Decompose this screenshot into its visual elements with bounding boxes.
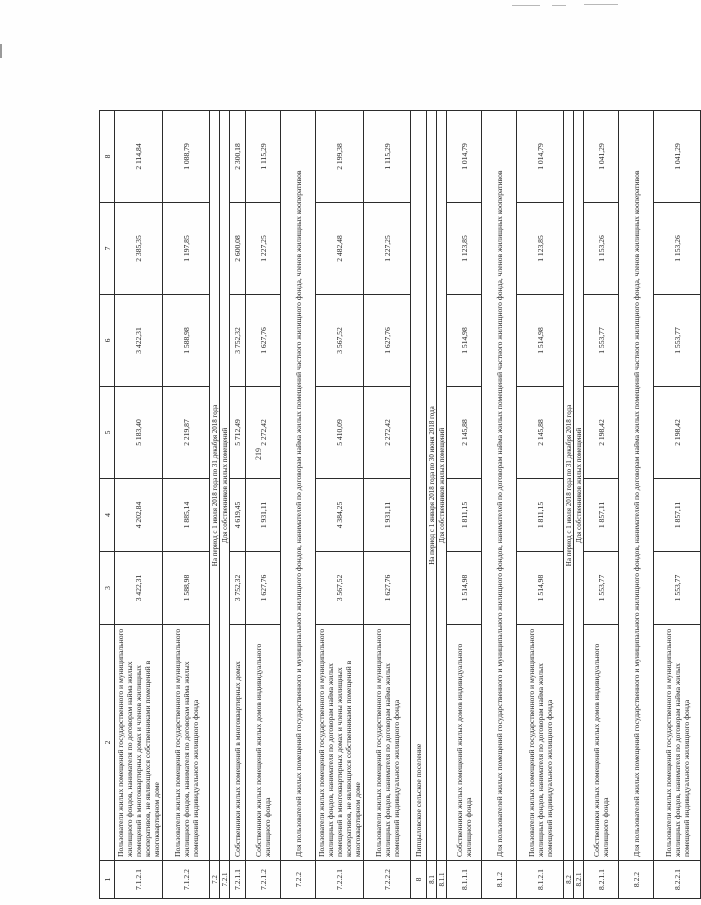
row-description: Собственники жилых помещений в многоквартирных домах (230, 625, 246, 861)
column-number-row (100, 111, 115, 899)
column-number: 6 (100, 295, 115, 387)
table-row (115, 111, 163, 899)
category-row (281, 111, 316, 899)
row-code: 7.2.2.2 (364, 861, 411, 899)
table-row (316, 111, 364, 899)
tariff-value: 1 153,26 (584, 203, 619, 295)
row-code: 8.1.2 (482, 861, 517, 899)
tariff-value: 5 183,40 (115, 387, 163, 479)
tariff-value: 1 227,25 (246, 203, 281, 295)
tariff-value: 2 199,38 (316, 111, 364, 203)
row-code: 7.2.1.2 (246, 861, 281, 899)
category-row (619, 111, 654, 899)
column-number: 5 (100, 387, 115, 479)
tariff-value: 4 384,25 (316, 479, 364, 552)
row-code: 7.2.1.1 (230, 861, 246, 899)
row-description: Собственники жилых помещений жилых домов индивидуального жилищного фонда (246, 625, 281, 861)
tariff-value: 1 627,76 (246, 295, 281, 387)
tariff-value: 5 712,49 (230, 387, 246, 479)
row-description: Пользователи жилых помещений государственного и муниципального жилищного фондов, нанимателя по договорам найма жилых помещений индивидуального жилищного фонда (163, 625, 210, 861)
column-number: 8 (100, 111, 115, 203)
tariff-value: 2 219,87 (163, 387, 210, 479)
tariff-value: 4 202,84 (115, 479, 163, 552)
tariff-table (99, 110, 701, 899)
tariff-value: 1 197,85 (163, 203, 210, 295)
period-row (564, 111, 574, 899)
period-text: На период с 1 июля 2018 года по 31 декабря 2018 года (210, 111, 220, 861)
period-text: Для собственников жилых помещений (437, 111, 447, 861)
period-text: Для собственников жилых помещений (220, 111, 230, 861)
row-code: 7.2.2.1 (316, 861, 364, 899)
row-description: Пользователи жилых помещений государственного и муниципального жилищных фондов, нанимателя по договорам найма жилых помещений индивидуального жилищного фонда (517, 625, 564, 861)
tariff-value: 4 619,45 (230, 479, 246, 552)
period-text: На период с 1 июля 2018 года по 31 декабря 2018 года (564, 111, 574, 861)
tariff-value: 1 014,79 (517, 111, 564, 203)
tariff-value: 1 088,79 (163, 111, 210, 203)
table-row (517, 111, 564, 899)
row-code: 8.2 (564, 861, 574, 899)
tariff-value: 3 422,31 (115, 295, 163, 387)
scan-artifact (512, 5, 540, 6)
category-text: Для пользователей жилых помещений государственного и муниципального жилищного фондов, нанимателей по договорам найма жилых помещений частного жилищного фонда, членов жилищных кооперативов (281, 111, 316, 861)
tariff-value: 2 300,18 (230, 111, 246, 203)
table-row (654, 111, 701, 899)
tariff-value: 1 811,15 (517, 479, 564, 552)
row-code: 7.1.2.1 (115, 861, 163, 899)
tariff-value: 1 627,76 (246, 552, 281, 625)
scan-artifact (0, 44, 2, 58)
tariff-value: 1 553,77 (584, 295, 619, 387)
row-description: Пользователи жилых помещений государственного и муниципального жилищного фондов, нанимателя по договорам найма жилых помещений в многоквартирных домах и членов жилищных кооперативов, не являющихся собственниками помещений в многоквартирном доме (115, 625, 163, 861)
table-frame (99, 111, 691, 899)
tariff-value: 1 227,25 (364, 203, 411, 295)
period-row (437, 111, 447, 899)
tariff-value: 1 014,79 (447, 111, 482, 203)
row-code: 8.2.1.1 (584, 861, 619, 899)
scan-artifact (584, 4, 618, 5)
row-code: 8.1.1.1 (447, 861, 482, 899)
tariff-value: 1 627,76 (364, 552, 411, 625)
tariff-value: 1 857,11 (654, 479, 701, 552)
column-number: 4 (100, 479, 115, 552)
column-number: 7 (100, 203, 115, 295)
row-description: Пользователи жилых помещений государственного и муниципального жилищных фондов, нанимателя по договорам найма жилых помещений в многоквартирных домах и члены жилищных кооперативов, не являющихся собственниками помещений в многоквартирном доме (316, 625, 364, 861)
tariff-value: 1 857,11 (584, 479, 619, 552)
tariff-value: 2 145,88 (447, 387, 482, 479)
category-row (482, 111, 517, 899)
tariff-value: 2 272,42 (246, 387, 281, 479)
tariff-value: 1 553,77 (654, 295, 701, 387)
period-row (220, 111, 230, 899)
tariff-value: 3 752,32 (230, 295, 246, 387)
column-number: 3 (100, 552, 115, 625)
row-description: Пользователи жилых помещений государственного и муниципального жилищных фондов, нанимателя по договорам найма жилых помещений индивидуального жилищного фонда (364, 625, 411, 861)
tariff-value: 1 811,15 (447, 479, 482, 552)
period-text: На период с 1 января 2018 года по 30 июня 2018 года (427, 111, 437, 861)
tariff-value: 3 567,52 (316, 552, 364, 625)
table-row (364, 111, 411, 899)
tariff-value: 1 931,11 (246, 479, 281, 552)
tariff-value: 1 931,11 (364, 479, 411, 552)
tariff-value: 1 627,76 (364, 295, 411, 387)
period-row (427, 111, 437, 899)
table-row (163, 111, 210, 899)
table-row (584, 111, 619, 899)
tariff-value: 1 115,29 (364, 111, 411, 203)
tariff-value: 1 514,98 (447, 295, 482, 387)
row-code: 8.1.1 (437, 861, 447, 899)
scan-artifact (552, 5, 566, 6)
table-row (447, 111, 482, 899)
column-number: 2 (100, 625, 115, 861)
row-code: 8.2.2 (619, 861, 654, 899)
tariff-value: 1 153,26 (654, 203, 701, 295)
tariff-value: 2 272,42 (364, 387, 411, 479)
tariff-value: 1 514,98 (517, 552, 564, 625)
tariff-value: 1 041,29 (584, 111, 619, 203)
row-code: 7.1.2.2 (163, 861, 210, 899)
category-text: Для пользователей жилых помещений государственного и муниципального жилищного фондов, нанимателей по договорам найма жилых помещений частного жилищного фонда, членов жилищных кооперативов (619, 111, 654, 861)
tariff-value: 5 410,09 (316, 387, 364, 479)
row-description: Собственники жилых помещений жилых домов индивидуального жилищного фонда (447, 625, 482, 861)
period-row (210, 111, 220, 899)
tariff-value: 2 600,08 (230, 203, 246, 295)
category-text: Для пользователей жилых помещений государственного и муниципального жилищного фондов, нанимателей по договорам найма жилых помещений частного жилищного фонда, членов жилищных кооперативов (482, 111, 517, 861)
table-row (230, 111, 246, 899)
row-code: 8.2.2.1 (654, 861, 701, 899)
tariff-value: 1 123,85 (517, 203, 564, 295)
rotated-table-sheet (99, 111, 691, 899)
tariff-value: 1 588,98 (163, 552, 210, 625)
tariff-value: 2 198,42 (584, 387, 619, 479)
tariff-value: 2 482,48 (316, 203, 364, 295)
table-row (246, 111, 281, 899)
tariff-value: 2 114,84 (115, 111, 163, 203)
tariff-value: 2 145,88 (517, 387, 564, 479)
tariff-value: 1 123,85 (447, 203, 482, 295)
row-description: Пользователи жилых помещений государственного и муниципального жилищных фондов, нанимателя по договорам найма жилых помещений индивидуального жилищного фонда (654, 625, 701, 861)
row-code: 7.2.2 (281, 861, 316, 899)
table-body (100, 111, 701, 899)
row-code: 8.1 (427, 861, 437, 899)
tariff-value: 1 885,14 (163, 479, 210, 552)
tariff-value: 3 422,31 (115, 552, 163, 625)
row-code: 8.1.2.1 (517, 861, 564, 899)
period-text: Для собственников жилых помещений (574, 111, 584, 861)
row-code: 8.2.1 (574, 861, 584, 899)
row-code: 7.2.1 (220, 861, 230, 899)
tariff-value: 1 514,98 (447, 552, 482, 625)
tariff-value: 1 553,77 (584, 552, 619, 625)
row-code: 7.2 (210, 861, 220, 899)
column-number: 1 (100, 861, 115, 899)
period-row (574, 111, 584, 899)
tariff-value: 2 385,35 (115, 203, 163, 295)
tariff-value: 3 752,32 (230, 552, 246, 625)
tariff-value: 1 553,77 (654, 552, 701, 625)
row-code: 8 (411, 861, 427, 899)
tariff-value: 1 514,98 (517, 295, 564, 387)
page-number: 219 (254, 448, 263, 460)
row-description: Собственники жилых помещений жилых домов индивидуального жилищного фонда (584, 625, 619, 861)
settlement-row (411, 111, 427, 899)
tariff-value: 1 588,98 (163, 295, 210, 387)
tariff-value: 2 198,42 (654, 387, 701, 479)
tariff-value: 1 041,29 (654, 111, 701, 203)
settlement-name: Пипцыловское сельское поселение (411, 111, 427, 861)
tariff-value: 1 115,29 (246, 111, 281, 203)
tariff-value: 3 567,52 (316, 295, 364, 387)
